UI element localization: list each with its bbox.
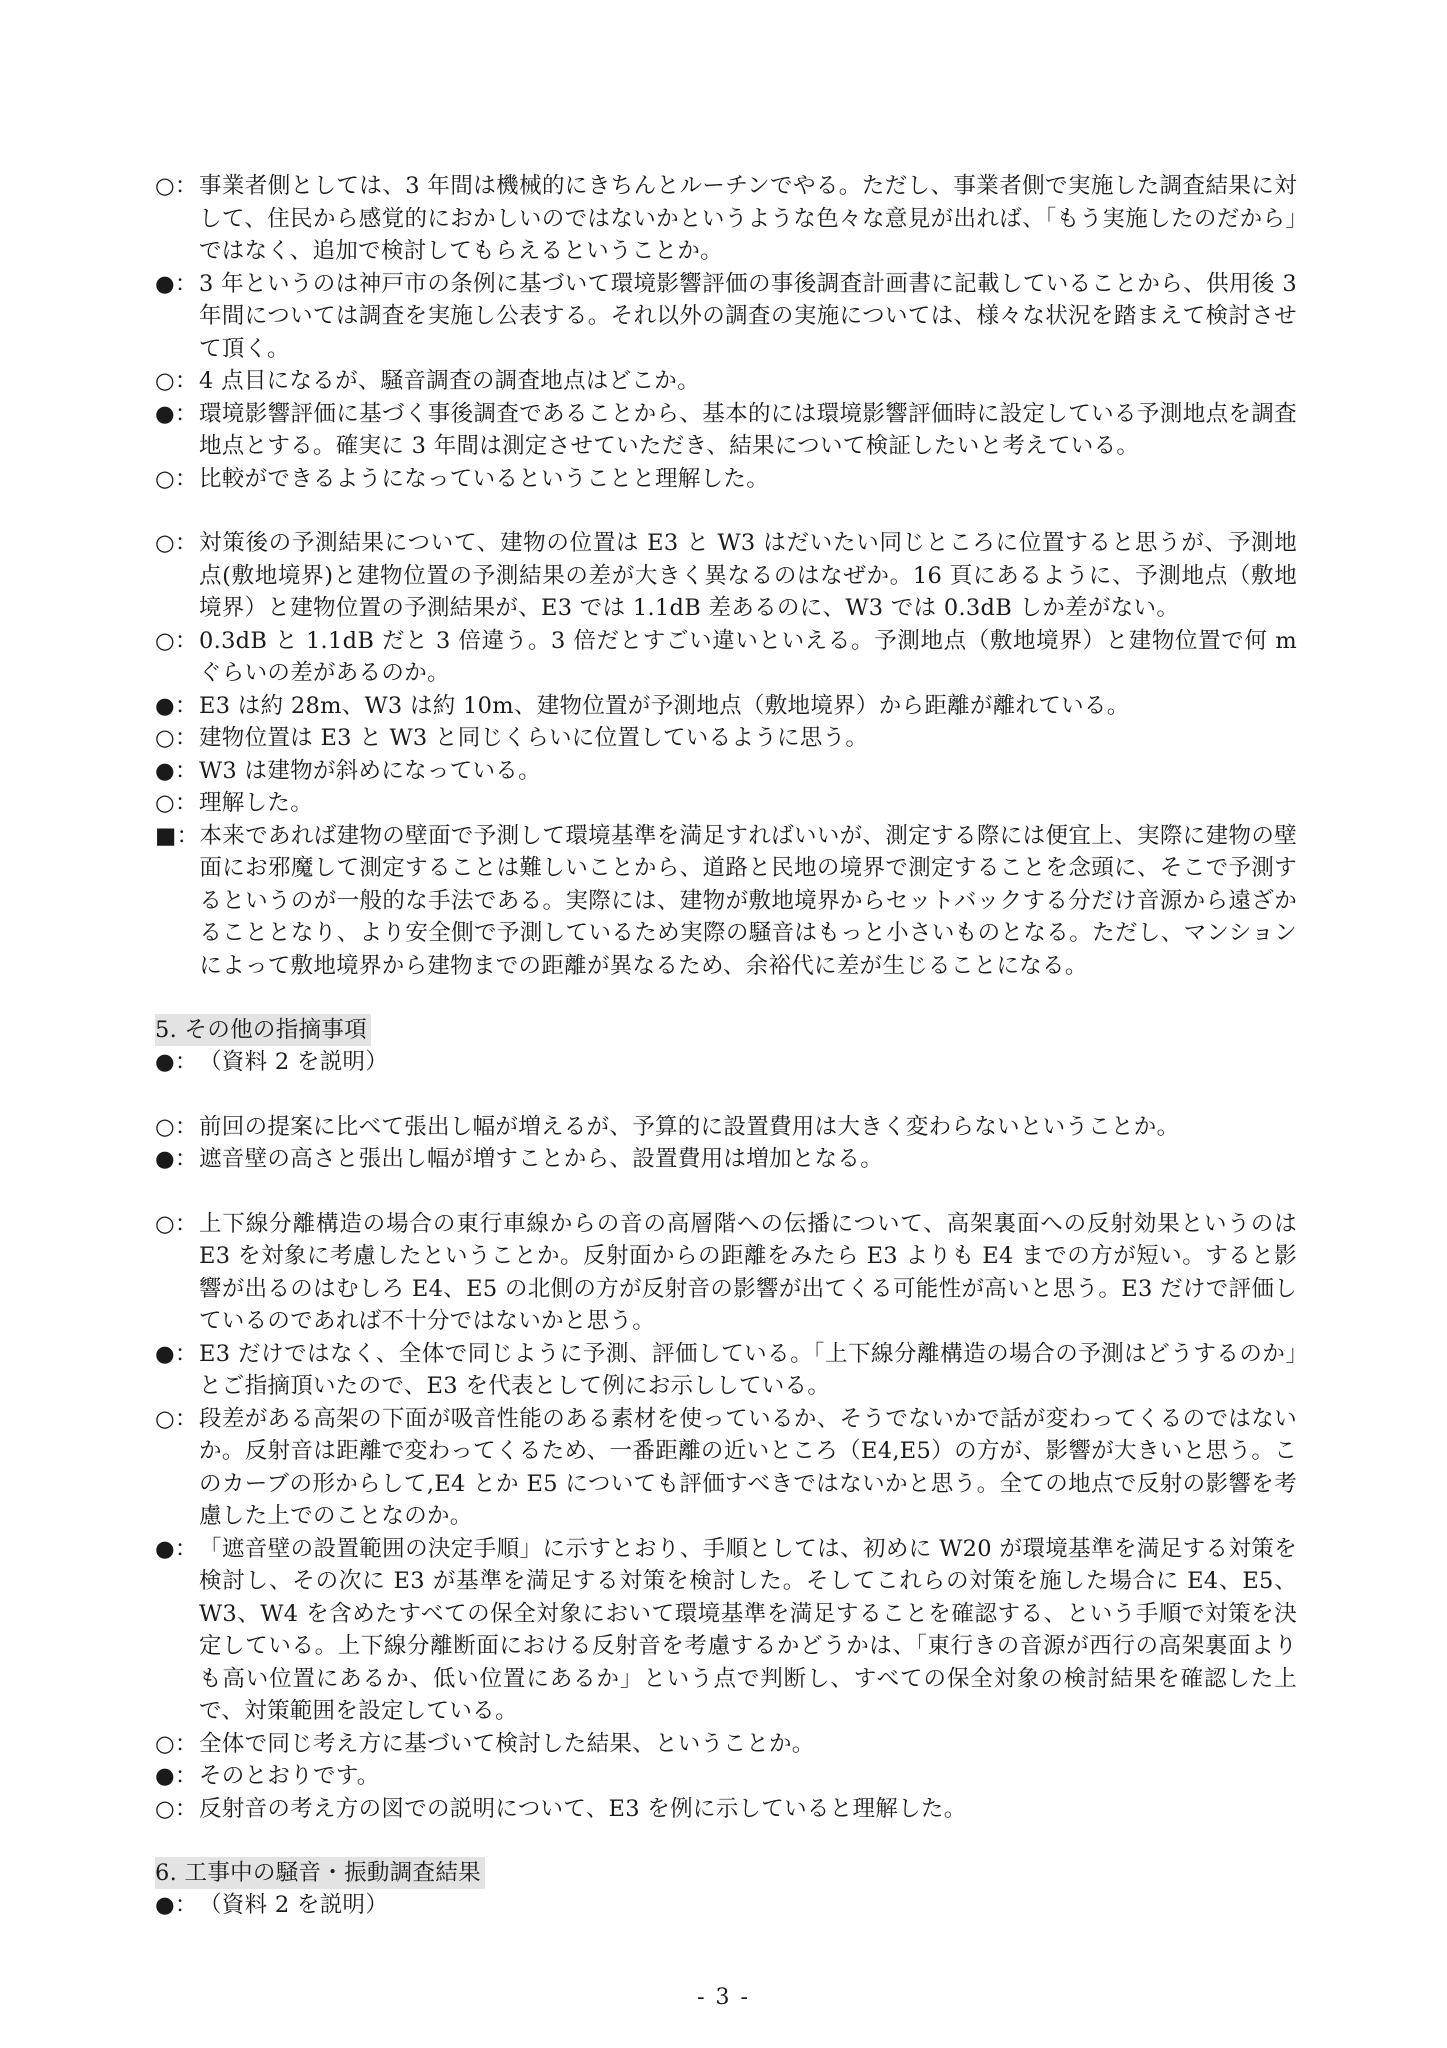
speaker-marker: ●： — [155, 692, 198, 719]
entry-text: 全体で同じ考え方に基づいて検討した結果、ということか。 — [199, 1730, 815, 1757]
speaker-marker: ○： — [155, 173, 198, 199]
dialogue-entry — [155, 1143, 1297, 1176]
speaker-marker: ○： — [155, 1795, 198, 1822]
speaker-marker: ■： — [155, 822, 200, 849]
speaker-marker: ●： — [155, 1049, 198, 1075]
dialogue-entry — [155, 463, 1297, 496]
dialogue-entry — [155, 690, 1297, 723]
dialogue-entry — [155, 1889, 1297, 1922]
speaker-marker: ○： — [155, 465, 198, 492]
entry-text: 建物位置は E3 と W3 と同じくらいに位置しているように思う。 — [199, 725, 869, 751]
dialogue-entry — [155, 1046, 1297, 1079]
speaker-marker: ○： — [155, 530, 198, 556]
entry-text: 事業者側としては、3 年間は機械的にきちんとルーチンでやる。ただし、事業者側で実施した調査結果に対して、住民から感覚的におかしいのではないかというような色々な意見が出れば、「もう実施したのだから」ではなく、追加で検討してもらえるということか。 — [199, 173, 1297, 264]
paragraph-gap — [155, 1079, 1297, 1111]
dialogue-entry — [155, 268, 1297, 366]
speaker-marker: ○： — [155, 1210, 198, 1237]
dialogue-entry — [155, 820, 1297, 983]
dialogue-entry — [155, 365, 1297, 398]
speaker-marker: ●： — [155, 1892, 198, 1918]
speaker-marker: ○： — [155, 627, 198, 654]
speaker-marker: ●： — [155, 1763, 198, 1789]
page-content — [155, 170, 1297, 1922]
page-number: - 3 - — [697, 1985, 750, 2010]
entry-text: （資料 2 を説明） — [199, 1892, 389, 1918]
paragraph-gap — [155, 982, 1297, 1014]
speaker-marker: ○： — [155, 790, 198, 816]
dialogue-entry — [155, 1760, 1297, 1793]
dialogue-entry — [155, 787, 1297, 820]
paragraph-gap — [155, 1176, 1297, 1208]
dialogue-entry — [155, 1208, 1297, 1338]
entry-text: 比較ができるようになっているということと理解した。 — [199, 465, 770, 492]
entry-text: W3 は建物が斜めになっている。 — [199, 757, 541, 784]
speaker-marker: ●： — [155, 400, 198, 427]
speaker-marker: ○： — [155, 1730, 198, 1757]
entry-text: そのとおりです。 — [199, 1763, 380, 1789]
entry-text: 対策後の予測結果について、建物の位置は E3 と W3 はだいたい同じところに位置すると思うが、予測地点(敷地境界)と建物位置の予測結果の差が大きく異なるのはなぜか。16 頁にあるように、予測地点（敷地境界）と建物位置の予測結果が、E3 では 1.1dB 差あるのに、W3 では 0.3dB しか差がない。 — [199, 530, 1297, 621]
entry-text: （資料 2 を説明） — [199, 1049, 389, 1075]
speaker-marker: ○： — [155, 1405, 198, 1432]
dialogue-entry — [155, 755, 1297, 788]
dialogue-entry — [155, 1403, 1297, 1533]
speaker-marker: ●： — [155, 1535, 198, 1562]
dialogue-entry — [155, 527, 1297, 625]
speaker-marker: ●： — [155, 1340, 198, 1367]
dialogue-entry — [155, 170, 1297, 268]
entry-text: 「遮音壁の設置範囲の決定手順」に示すとおり、手順としては、初めに W20 が環境基準を満足する対策を検討し、その次に E3 が基準を満足する対策を検討した。そしてこれらの対策を施した場合に E4、E5、W3、W4 を含めたすべての保全対象において環境基準を満足することを確認する、という手順で対策を決定している。上下線分離断面における反射音を考慮するかどうかは、「東行きの音源が西行の高架裏面よりも高い位置にあるか、低い位置にあるか」という点で判断し、すべての保全対象の検討結果を確認した上で、対策範囲を設定している。 — [199, 1535, 1297, 1724]
speaker-marker: ●： — [155, 1146, 198, 1172]
section-heading-row — [155, 1857, 1297, 1889]
section-heading: 5. その他の指摘事項 — [155, 1014, 371, 1046]
entry-text: E3 は約 28m、W3 は約 10m、建物位置が予測地点（敷地境界）から距離が離れている。 — [199, 692, 1130, 719]
entry-text: 段差がある高架の下面が吸音性能のある素材を使っているか、そうでないかで話が変わってくるのではないか。反射音は距離で変わってくるため、一番距離の近いところ（E4,E5）の方が、影響が大きいと思う。このカーブの形からして,E4 とか E5 についても評価すべきではないかと思う。全ての地点で反射の影響を考慮した上でのことなのか。 — [199, 1405, 1297, 1529]
entry-text: 3 年というのは神戸市の条例に基づいて環境影響評価の事後調査計画書に記載していることから、供用後 3 年間については調査を実施し公表する。それ以外の調査の実施については、様々な状況を踏まえて検討させて頂く。 — [199, 270, 1297, 362]
dialogue-entry — [155, 625, 1297, 690]
section-heading: 6. 工事中の騒音・振動調査結果 — [155, 1857, 485, 1889]
dialogue-entry — [155, 1111, 1297, 1144]
entry-text: 上下線分離構造の場合の東行車線からの音の高層階への伝播について、高架裏面への反射効果というのは E3 を対象に考慮したということか。反射面からの距離をみたら E3 よりも E4 までの方が短い。すると影響が出るのはむしろ E4、E5 の北側の方が反射音の影響が出てくる可能性が高いと思う。E3 だけで評価しているのであれば不十分ではないかと思う。 — [199, 1210, 1297, 1334]
dialogue-entry — [155, 1338, 1297, 1403]
dialogue-entry — [155, 1728, 1297, 1761]
dialogue-entry — [155, 398, 1297, 463]
entry-text: 本来であれば建物の壁面で予測して環境基準を満足すればいいが、測定する際には便宜上、実際に建物の壁面にお邪魔して測定することは難しいことから、道路と民地の境界で測定することを念頭に、そこで予測するというのが一般的な手法である。実際には、建物が敷地境界からセットバックする分だけ音源から遠ざかることとなり、より安全側で予測しているため実際の騒音はもっと小さいものとなる。ただし、マンションによって敷地境界から建物までの距離が異なるため、余裕代に差が生じることになる。 — [199, 822, 1297, 979]
entry-text: 4 点目になるが、騒音調査の調査地点はどこか。 — [199, 368, 700, 394]
entry-text: E3 だけではなく、全体で同じように予測、評価している。「上下線分離構造の場合の予測はどうするのか」とご指摘頂いたので、E3 を代表として例にお示ししている。 — [199, 1340, 1297, 1399]
entry-text: 反射音の考え方の図での説明について、E3 を例に示していると理解した。 — [199, 1795, 967, 1822]
entry-text: 環境影響評価に基づく事後調査であることから、基本的には環境影響評価時に設定している予測地点を調査地点とする。確実に 3 年間は測定させていただき、結果について検証したいと考えている。 — [199, 400, 1297, 459]
dialogue-entry — [155, 1793, 1297, 1826]
speaker-marker: ○： — [155, 1113, 198, 1140]
paragraph-gap — [155, 1825, 1297, 1857]
speaker-marker: ○： — [155, 368, 198, 394]
section-heading-row — [155, 1014, 1297, 1046]
entry-text: 理解した。 — [199, 790, 314, 816]
speaker-marker: ○： — [155, 725, 198, 751]
paragraph-gap — [155, 495, 1297, 527]
dialogue-entry — [155, 1533, 1297, 1728]
entry-text: 遮音壁の高さと張出し幅が増すことから、設置費用は増加となる。 — [199, 1146, 884, 1172]
entry-text: 0.3dB と 1.1dB だと 3 倍違う。3 倍だとすごい違いといえる。予測地点（敷地境界）と建物位置で何 m ぐらいの差があるのか。 — [199, 627, 1297, 686]
speaker-marker: ●： — [155, 270, 198, 297]
dialogue-entry — [155, 722, 1297, 755]
entry-text: 前回の提案に比べて張出し幅が増えるが、予算的に設置費用は大きく変わらないということか。 — [199, 1113, 1180, 1140]
speaker-marker: ●： — [155, 757, 198, 784]
